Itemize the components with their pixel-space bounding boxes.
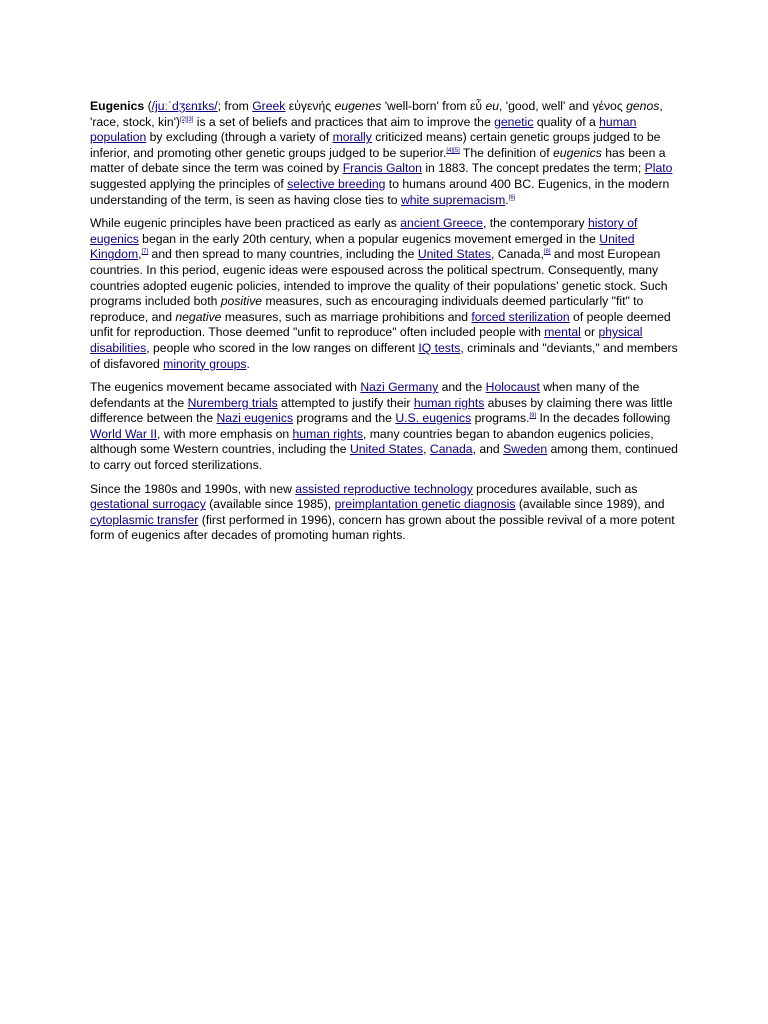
link-world-war-ii[interactable]: World War II <box>90 426 158 441</box>
link-sweden[interactable]: Sweden <box>503 442 548 457</box>
citation-ref[interactable]: [2][3] <box>180 116 194 123</box>
link-united-kingdom[interactable]: United Kingdom <box>90 231 635 262</box>
link-canada[interactable]: Canada <box>429 442 473 457</box>
link-human-rights[interactable]: human rights <box>292 426 363 441</box>
link-nazi-germany[interactable]: Nazi Germany <box>360 380 439 395</box>
link-white-supremacism[interactable]: white supremacism <box>400 192 506 207</box>
paragraph-1: Eugenics (/juːˈdʒɛnɪks/; from Greek εὐγενής eugenes 'well-born' from εὖ eu, 'good, well' and γένος genos, 'race, stock, kin')[2][3] is a set of beliefs and practices that aim to improve the genetic quality of a human population by excluding (through a variety of morally criticized means) certain genetic groups judged to be inferior, and promoting other genetic groups judged to be superior.[4][5] The definition of eugenics has been a matter of debate since the term was coined by Francis Galton in 1883. The concept predates the term; Plato suggested applying the principles of selective breeding to humans around 400 BC. Eugenics, in the modern understanding of the term, is seen as having close ties to white supremacism.[6] <box>90 99 673 207</box>
link-forced-sterilization[interactable]: forced sterilization <box>471 309 570 324</box>
link-united-states[interactable]: United States <box>349 442 424 457</box>
link-holocaust[interactable]: Holocaust <box>485 380 540 395</box>
link-cytoplasmic-transfer[interactable]: cytoplasmic transfer <box>90 512 199 527</box>
link-minority-groups[interactable]: minority groups <box>163 356 247 371</box>
link-morally[interactable]: morally <box>332 130 372 145</box>
link-human-population[interactable]: human population <box>90 114 637 145</box>
ipa-pronunciation-link[interactable]: /juːˈdʒɛnɪks/ <box>151 99 218 113</box>
link-genetic[interactable]: genetic <box>494 114 534 129</box>
link-us-eugenics[interactable]: U.S. eugenics <box>395 411 472 426</box>
citation-ref[interactable]: [7] <box>141 249 149 256</box>
link-united-states[interactable]: United States <box>417 247 491 262</box>
citation-ref[interactable]: [6] <box>508 194 516 201</box>
citation-ref[interactable]: [9] <box>529 413 537 420</box>
link-human-rights[interactable]: human rights <box>413 395 485 410</box>
link-greek[interactable]: Greek <box>252 99 286 113</box>
link-nazi-eugenics[interactable]: Nazi eugenics <box>216 411 294 426</box>
citation-ref[interactable]: [8] <box>543 249 551 256</box>
link-assisted-reproductive-technology[interactable]: assisted reproductive technology <box>295 481 473 496</box>
link-plato[interactable]: Plato <box>644 161 673 176</box>
link-francis-galton[interactable]: Francis Galton <box>342 161 422 176</box>
link-physical-disabilities[interactable]: physical disabilities <box>90 325 643 355</box>
link-ancient-greece[interactable]: ancient Greece <box>400 216 483 231</box>
article-body <box>90 99 678 552</box>
citation-ref[interactable]: [4][5] <box>446 147 460 154</box>
link-nuremberg-trials[interactable]: Nuremberg trials <box>187 395 278 410</box>
link-gestational-surrogacy[interactable]: gestational surrogacy <box>90 497 206 512</box>
paragraph-3: The eugenics movement became associated with Nazi Germany and the Holocaust when many of the defendants at the Nuremberg trials attempted to justify their human rights abuses by claiming there was little difference between the Nazi eugenics programs and the U.S. eugenics programs.[9] In the decades following World War II, with more emphasis on human rights, many countries began to abandon eugenics policies, although some Western countries, including the United States, Canada, and Sweden among them, continued to carry out forced sterilizations. <box>90 380 678 473</box>
link-preimplantation-genetic-diagnosis[interactable]: preimplantation genetic diagnosis <box>334 497 516 512</box>
link-iq-tests[interactable]: IQ tests <box>418 340 461 355</box>
link-history-of-eugenics[interactable]: history of eugenics <box>90 216 638 246</box>
link-selective-breeding[interactable]: selective breeding <box>287 176 386 191</box>
link-mental[interactable]: mental <box>544 325 581 340</box>
article-term: Eugenics <box>90 99 145 113</box>
paragraph-4: Since the 1980s and 1990s, with new assisted reproductive technology procedures available, such as gestational surrogacy (available since 1985), preimplantation genetic diagnosis (available since 1989), and cytoplasmic transfer (first performed in 1996), concern has grown about the possible revival of a more potent form of eugenics after decades of promoting human rights. <box>90 481 675 543</box>
paragraph-2: While eugenic principles have been practiced as early as ancient Greece, the contemporary history of eugenics began in the early 20th century, when a popular eugenics movement emerged in the United Kingdom,[7] and then spread to many countries, including the United States, Canada,[8] and most European countries. In this period, eugenic ideas were espoused across the political spectrum. Consequently, many countries adopted eugenic policies, intended to improve the quality of their populations' genetic stock. Such programs included both positive measures, such as encouraging individuals deemed particularly "fit" to reproduce, and negative measures, such as marriage prohibitions and forced sterilization of people deemed unfit for reproduction. Those deemed "unfit to reproduce" often included people with mental or physical disabilities, people who scored in the low ranges on different IQ tests, criminals and "deviants," and members of disfavored minority groups. <box>90 216 678 371</box>
